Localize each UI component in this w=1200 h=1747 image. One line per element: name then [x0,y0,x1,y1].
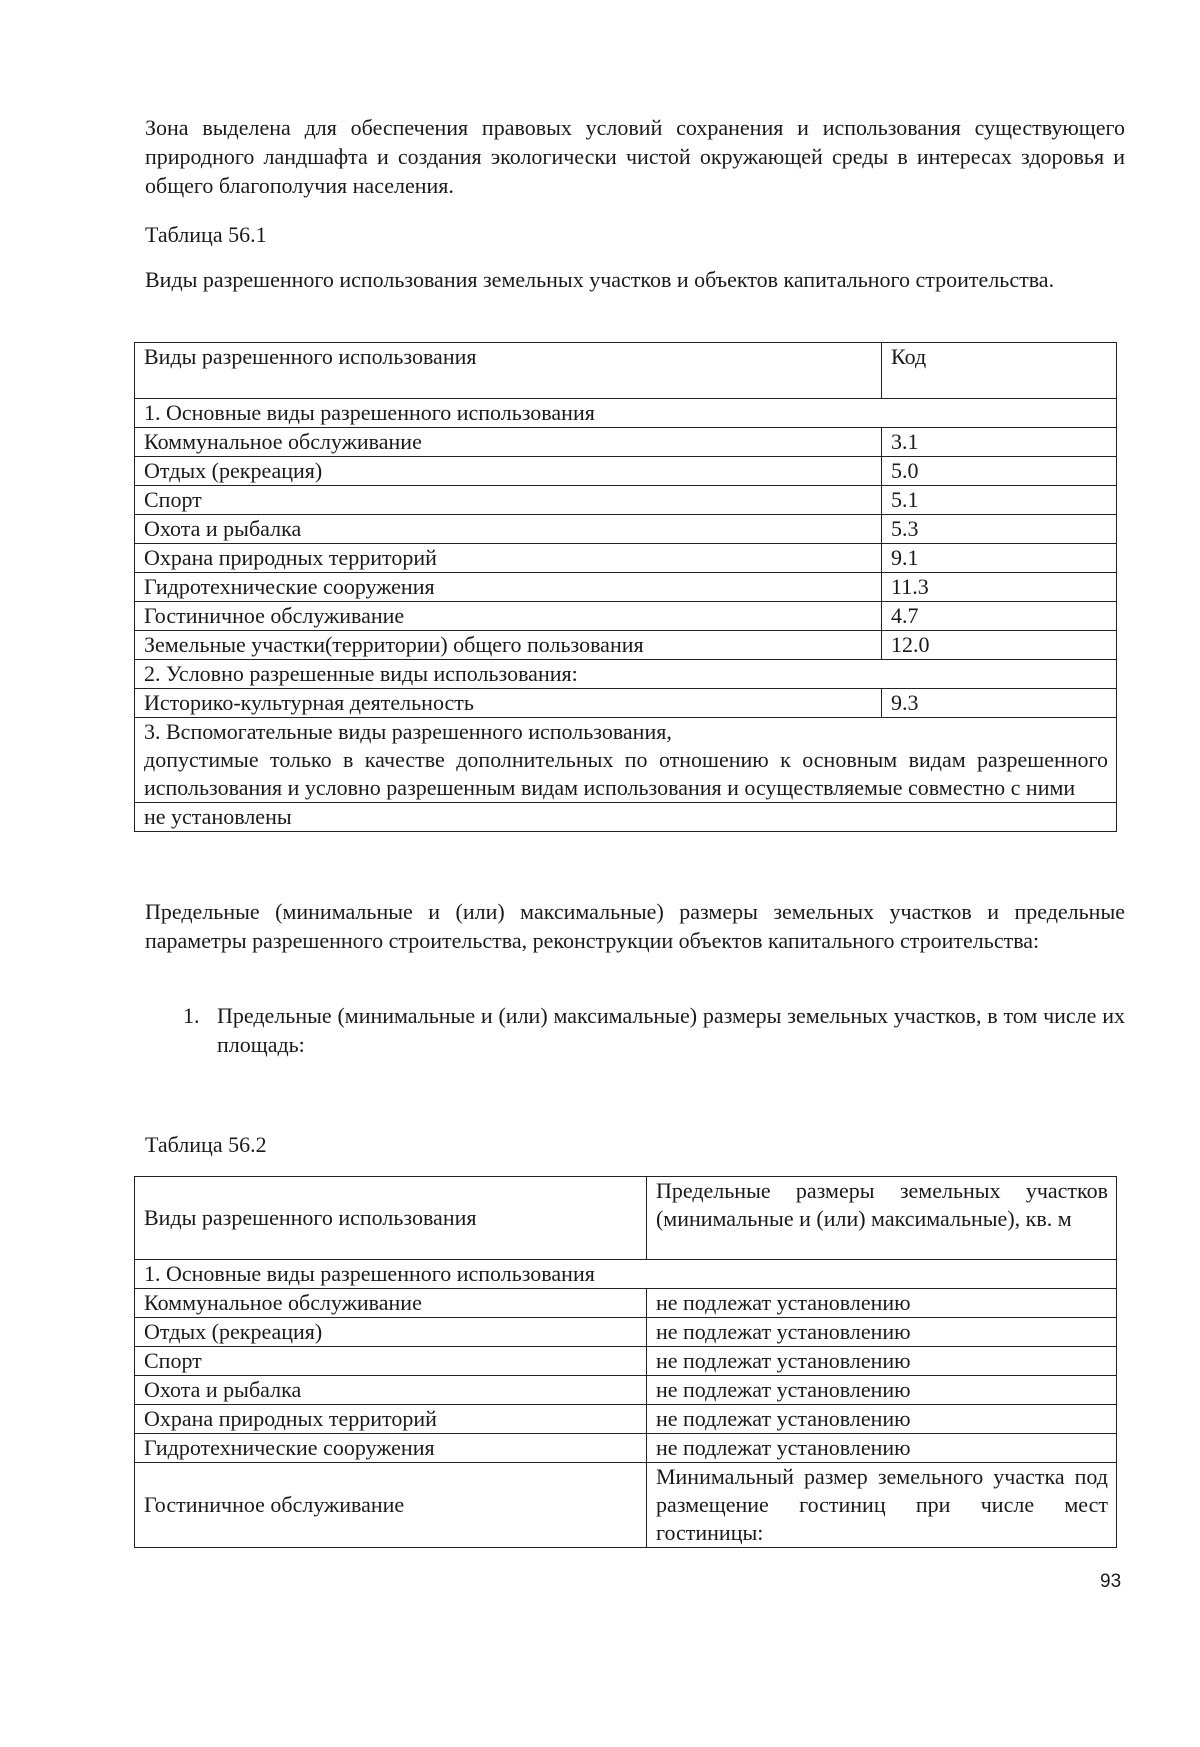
table-row [135,1434,1117,1463]
section-heading-main: 1. Основные виды разрешенного использования [135,399,1117,428]
header-cell-use: Виды разрешенного использования [135,343,882,399]
table-row [135,1463,1117,1548]
size-value-cell: не подлежат установлению [646,1347,1116,1376]
use-name-cell: Охрана природных территорий [135,1405,647,1434]
size-value-cell: не подлежат установлению [646,1318,1116,1347]
table1-title: Виды разрешенного использования земельных участков и объектов капитального строительства. [145,267,1055,292]
size-value-cell: не подлежат установлению [646,1376,1116,1405]
use-name-cell: Гостиничное обслуживание [135,602,882,631]
use-name-cell: Отдых (рекреация) [135,1318,647,1347]
header-cell-use: Виды разрешенного использования [135,1177,647,1260]
use-name-cell: Спорт [135,486,882,515]
use-name-cell: Гостиничное обслуживание [135,1463,647,1548]
list-item-text: Предельные (минимальные и (или) максимальные) размеры земельных участков, в том числе их площадь: [217,1003,1125,1057]
table1-caption: Таблица 56.1 [145,222,267,247]
section-row [135,718,1117,803]
table-row [135,631,1117,660]
use-code-cell: 9.3 [882,689,1117,718]
table-row [135,1405,1117,1434]
table-row [135,428,1117,457]
table-row [135,1318,1117,1347]
table-header-row [135,1177,1117,1260]
intro-paragraph: Зона выделена для обеспечения правовых условий сохранения и использования существующего природного ландшафта и создания экологически чистой окружающей среды в интересах здоровья и общего благополучия населения. [145,115,1125,198]
list-item [145,1001,1125,1059]
use-name-cell: Спорт [135,1347,647,1376]
page-number: 93 [1100,1571,1122,1592]
use-code-cell: 5.3 [882,515,1117,544]
header-cell-code: Код [882,343,1117,399]
auxiliary-heading-description: допустимые только в качестве дополнительных по отношению к основным видам разрешенного использования и условно разрешенным видам использования и осуществляемые совместно с ними [144,747,1108,800]
table-row [135,602,1117,631]
table-row [135,803,1117,832]
use-code-cell: 5.1 [882,486,1117,515]
use-name-cell: Гидротехнические сооружения [135,573,882,602]
size-value-cell: Минимальный размер земельного участка под размещение гостиниц при числе мест гостиницы: [646,1463,1116,1548]
use-code-cell: 12.0 [882,631,1117,660]
table-row [135,457,1117,486]
list-item-number: 1. [183,1003,200,1028]
use-name-cell: Гидротехнические сооружения [135,1434,647,1463]
permitted-use-table [134,342,1117,832]
table-row [135,1347,1117,1376]
section-row [135,1260,1117,1289]
size-value-cell: не подлежат установлению [646,1434,1116,1463]
auxiliary-value-cell: не установлены [135,803,1117,832]
use-name-cell: Коммунальное обслуживание [135,428,882,457]
table-row [135,689,1117,718]
use-name-cell: Охрана природных территорий [135,544,882,573]
table-row [135,544,1117,573]
use-code-cell: 11.3 [882,573,1117,602]
size-value-cell: не подлежат установлению [646,1405,1116,1434]
size-value-cell: не подлежат установлению [646,1289,1116,1318]
limits-paragraph: Предельные (минимальные и (или) максимальные) размеры земельных участков и предельные параметры разрешенного строительства, реконструкции объектов капитального строительства: [145,899,1125,953]
use-code-cell: 4.7 [882,602,1117,631]
use-name-cell: Отдых (рекреация) [135,457,882,486]
table-row [135,1376,1117,1405]
table-header-row [135,343,1117,399]
use-name-cell: Земельные участки(территории) общего пользования [135,631,882,660]
header-cell-size: Предельные размеры земельных участков (минимальные и (или) максимальные), кв. м [646,1177,1116,1260]
use-code-cell: 9.1 [882,544,1117,573]
table-row [135,515,1117,544]
auxiliary-heading-line: 3. Вспомогательные виды разрешенного использования, [144,719,672,744]
section-row [135,399,1117,428]
use-name-cell: Охота и рыбалка [135,515,882,544]
section-heading-conditional: 2. Условно разрешенные виды использования: [135,660,1117,689]
use-code-cell: 5.0 [882,457,1117,486]
table2-caption: Таблица 56.2 [145,1132,267,1157]
table-row [135,486,1117,515]
section-row [135,660,1117,689]
section-heading-auxiliary [135,718,1117,803]
section-heading-main: 1. Основные виды разрешенного использования [135,1260,1117,1289]
land-plot-size-table [134,1176,1117,1548]
use-name-cell: Коммунальное обслуживание [135,1289,647,1318]
table-row [135,1289,1117,1318]
use-code-cell: 3.1 [882,428,1117,457]
use-name-cell: Историко-культурная деятельность [135,689,882,718]
use-name-cell: Охота и рыбалка [135,1376,647,1405]
table-row [135,573,1117,602]
